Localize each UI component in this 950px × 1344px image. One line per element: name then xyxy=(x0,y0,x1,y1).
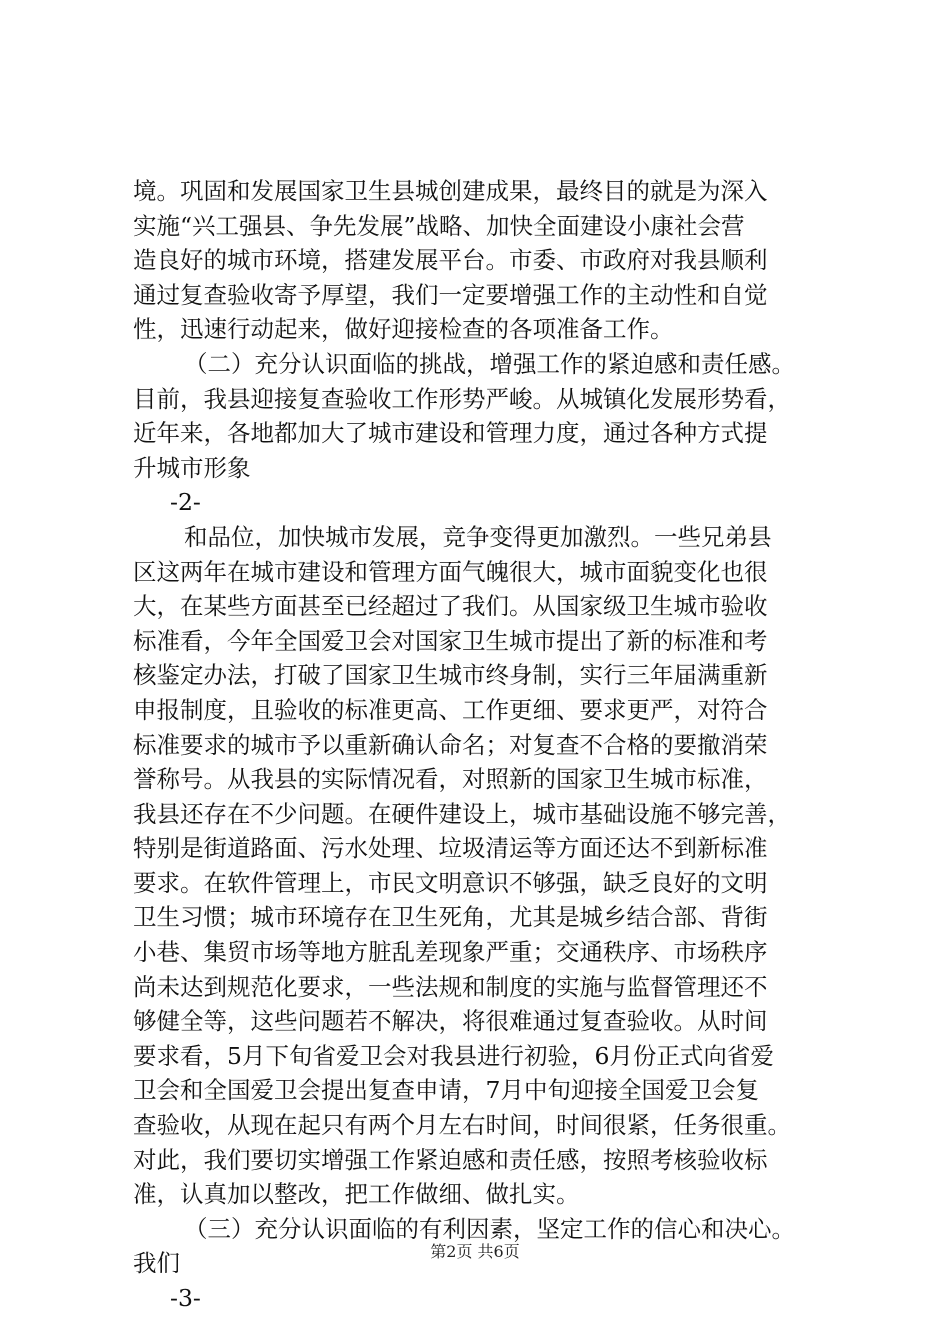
text-line: 尚未达到规范化要求，一些法规和制度的实施与监督管理还不 xyxy=(133,972,768,1001)
text-line: 目前，我县迎接复查验收工作形势严峻。从城镇化发展形势看， xyxy=(133,384,791,413)
text-line: 申报制度，且验收的标准更高、工作更细、要求更严，对符合 xyxy=(133,695,768,724)
inline-page-number: -3- xyxy=(170,1284,201,1312)
text-line: 大，在某些方面甚至已经超过了我们。从国家级卫生城市验收 xyxy=(133,592,768,621)
text-line: 我县还存在不少问题。在硬件建设上，城市基础设施不够完善， xyxy=(133,799,791,828)
text-line: 区这两年在城市建设和管理方面气魄很大，城市面貌变化也很 xyxy=(133,557,768,586)
text-line: 造良好的城市环境，搭建发展平台。市委、市政府对我县顺利 xyxy=(133,246,768,275)
text-line: 升城市形象 xyxy=(133,453,251,482)
text-line: 通过复查验收寄予厚望，我们一定要增强工作的主动性和自觉 xyxy=(133,280,768,309)
inline-page-number: -2- xyxy=(170,488,201,517)
text-line: 境。巩固和发展国家卫生县城创建成果，最终目的就是为深入 xyxy=(133,177,768,205)
text-line: 要求。在软件管理上，市民文明意识不够强，缺乏良好的文明 xyxy=(133,868,768,897)
text-line: 卫会和全国爱卫会提出复查申请，7月中旬迎接全国爱卫会复 xyxy=(133,1076,759,1105)
text-line: 和品位，加快城市发展，竞争变得更加激烈。一些兄弟县 xyxy=(184,522,772,551)
text-line: 标准要求的城市予以重新确认命名；对复查不合格的要撤消荣 xyxy=(133,730,768,759)
text-line: 够健全等，这些问题若不解决，将很难通过复查验收。从时间 xyxy=(133,1007,768,1036)
text-line: 性，迅速行动起来，做好迎接检查的各项准备工作。 xyxy=(133,315,674,344)
text-line: 实施“兴工强县、争先发展”战略、加快全面建设小康社会营 xyxy=(133,211,745,240)
text-line: 要求看，5月下旬省爱卫会对我县进行初验，6月份正式向省爱 xyxy=(133,1041,774,1070)
text-line: （二）充分认识面临的挑战，增强工作的紧迫感和责任感。 xyxy=(184,349,795,378)
text-line: （三）充分认识面临的有利因素，坚定工作的信心和决心。 xyxy=(184,1214,795,1243)
text-line: 特别是街道路面、污水处理、垃圾清运等方面还达不到新标准 xyxy=(133,834,768,863)
page-footer: 第2页 共6页 xyxy=(430,1242,520,1261)
text-line: 对此，我们要切实增强工作紧迫感和责任感，按照考核验收标 xyxy=(133,1145,768,1174)
text-line: 卫生习惯；城市环境存在卫生死角，尤其是城乡结合部、背街 xyxy=(133,903,768,932)
text-line: 誉称号。从我县的实际情况看，对照新的国家卫生城市标准， xyxy=(133,765,768,794)
text-line: 小巷、集贸市场等地方脏乱差现象严重；交通秩序、市场秩序 xyxy=(133,938,768,967)
text-line: 我们 xyxy=(133,1249,180,1278)
text-line: 核鉴定办法，打破了国家卫生城市终身制，实行三年届满重新 xyxy=(133,661,768,690)
text-line: 标准看，今年全国爱卫会对国家卫生城市提出了新的标准和考 xyxy=(133,626,768,655)
text-line: 准，认真加以整改，把工作做细、做扎实。 xyxy=(133,1180,580,1209)
text-line: 查验收，从现在起只有两个月左右时间，时间很紧，任务很重。 xyxy=(133,1111,791,1140)
document-body xyxy=(133,174,853,1316)
text-line: 近年来，各地都加大了城市建设和管理力度，通过各种方式提 xyxy=(133,419,768,448)
